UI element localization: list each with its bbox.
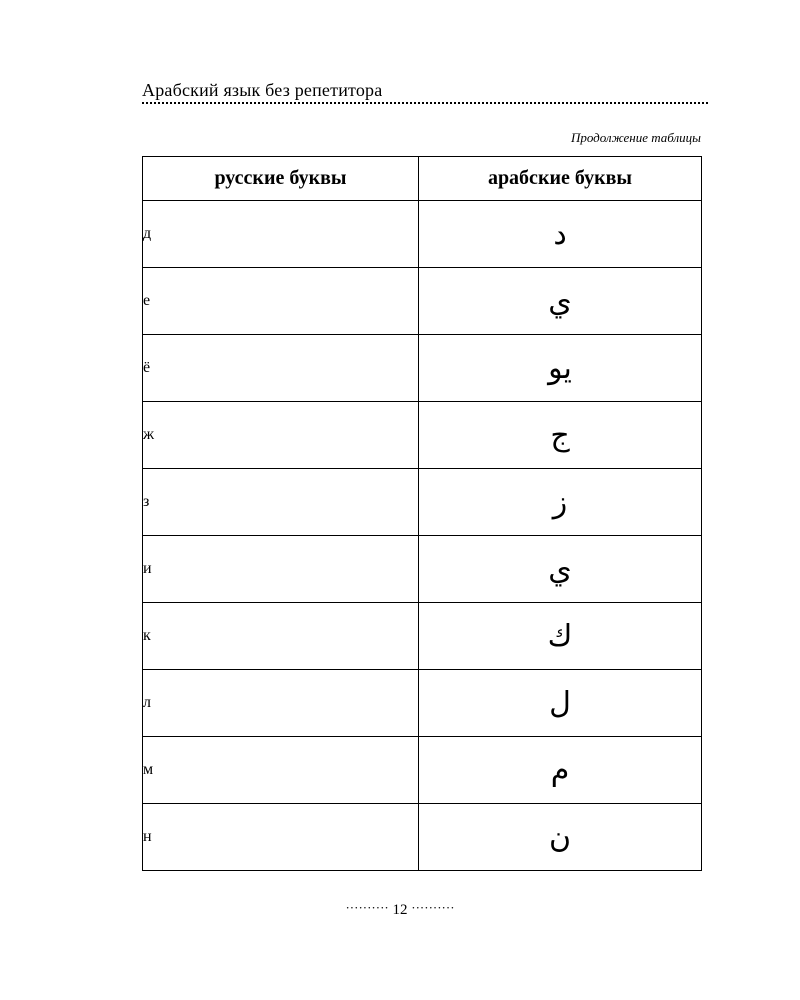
arabic-letter: ج bbox=[419, 402, 702, 469]
header-dotted-rule bbox=[142, 102, 708, 104]
arabic-letter: ي bbox=[419, 536, 702, 603]
page-number: 12 bbox=[392, 902, 408, 918]
table-caption: Продолжение таблицы bbox=[570, 130, 701, 145]
table-row bbox=[143, 335, 702, 402]
table-row bbox=[143, 402, 702, 469]
page-footer bbox=[0, 900, 800, 919]
table-row bbox=[143, 536, 702, 603]
table-header-row bbox=[143, 157, 702, 201]
arabic-letter: د bbox=[419, 201, 702, 268]
arabic-letter: ز bbox=[419, 469, 702, 536]
russian-letter: м bbox=[143, 737, 419, 804]
russian-letter: ё bbox=[143, 335, 419, 402]
russian-letter: д bbox=[143, 201, 419, 268]
footer-dots-left: ·········· bbox=[345, 900, 389, 915]
table-row bbox=[143, 603, 702, 670]
footer-dots-right: ·········· bbox=[411, 900, 455, 915]
running-header: Арабский язык без репетитора bbox=[142, 80, 383, 100]
russian-letter: н bbox=[143, 804, 419, 871]
letter-table bbox=[142, 156, 702, 871]
column-header-arabic: арабские буквы bbox=[419, 157, 702, 201]
table-row bbox=[143, 737, 702, 804]
arabic-letter: ل bbox=[419, 670, 702, 737]
table-row bbox=[143, 268, 702, 335]
russian-letter: к bbox=[143, 603, 419, 670]
russian-letter: е bbox=[143, 268, 419, 335]
arabic-letter: يو bbox=[419, 335, 702, 402]
russian-letter: л bbox=[143, 670, 419, 737]
table-row bbox=[143, 670, 702, 737]
russian-letter: и bbox=[143, 536, 419, 603]
arabic-letter: ك bbox=[419, 603, 702, 670]
russian-letter: ж bbox=[143, 402, 419, 469]
table-row bbox=[143, 469, 702, 536]
arabic-letter: م bbox=[419, 737, 702, 804]
table-row bbox=[143, 201, 702, 268]
arabic-letter: ن bbox=[419, 804, 702, 871]
russian-letter: з bbox=[143, 469, 419, 536]
arabic-letter: ي bbox=[419, 268, 702, 335]
column-header-russian: русские буквы bbox=[143, 157, 419, 201]
table-row bbox=[143, 804, 702, 871]
